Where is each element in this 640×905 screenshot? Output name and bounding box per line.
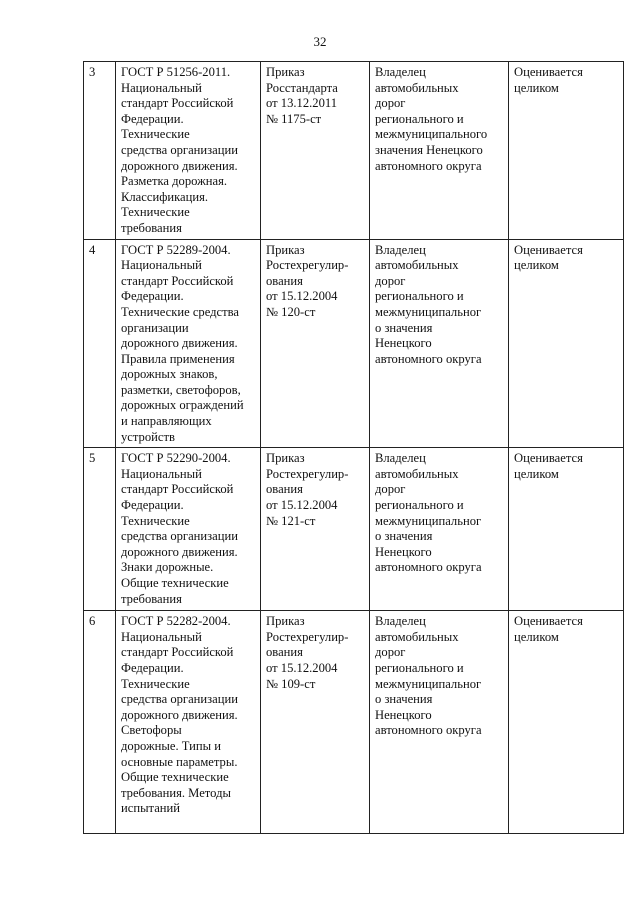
standard-cell: ГОСТ Р 52282-2004. Национальный стандарт Российской Федерации. Технические средства организации дорожного движения. Светофоры дорожные. Типы и основные параметры. Общие технические требования. Методы испытаний xyxy=(116,611,261,834)
owner-cell: Владелец автомобильных дорог регионального и межмуниципальног о значения Ненецкого автономного округа xyxy=(370,448,509,611)
table-row xyxy=(84,62,624,240)
table-row xyxy=(84,611,624,834)
evaluation-cell: Оценивается целиком xyxy=(509,448,624,611)
approval-document-cell: Приказ Ростехрегулир- ования от 15.12.2004 № 121-ст xyxy=(261,448,370,611)
owner-cell: Владелец автомобильных дорог регионального и межмуниципальног о значения Ненецкого автономного округа xyxy=(370,611,509,834)
row-number-cell: 3 xyxy=(84,62,116,240)
row-number-cell: 6 xyxy=(84,611,116,834)
row-number-cell: 4 xyxy=(84,239,116,448)
standard-cell: ГОСТ Р 52290-2004. Национальный стандарт Российской Федерации. Технические средства организации дорожного движения. Знаки дорожные. Общие технические требования xyxy=(116,448,261,611)
standard-cell: ГОСТ Р 51256-2011. Национальный стандарт Российской Федерации. Технические средства организации дорожного движения. Разметка дорожная. Классификация. Технические требования xyxy=(116,62,261,240)
evaluation-cell: Оценивается целиком xyxy=(509,611,624,834)
evaluation-cell: Оценивается целиком xyxy=(509,62,624,240)
row-number-cell: 5 xyxy=(84,448,116,611)
standard-cell: ГОСТ Р 52289-2004. Национальный стандарт Российской Федерации. Технические средства организации дорожного движения. Правила применения дорожных знаков, разметки, светофоров, дорожных ограждений и направляющих устройств xyxy=(116,239,261,448)
approval-document-cell: Приказ Ростехрегулир- ования от 15.12.2004 № 120-ст xyxy=(261,239,370,448)
evaluation-cell: Оценивается целиком xyxy=(509,239,624,448)
table-row xyxy=(84,239,624,448)
page-number: 32 xyxy=(313,34,327,49)
owner-cell: Владелец автомобильных дорог регионального и межмуниципального значения Ненецкого автономного округа xyxy=(370,62,509,240)
table-row xyxy=(84,448,624,611)
standards-table xyxy=(83,61,624,834)
approval-document-cell: Приказ Росстандарта от 13.12.2011 № 1175-ст xyxy=(261,62,370,240)
owner-cell: Владелец автомобильных дорог регионального и межмуниципальног о значения Ненецкого автономного округа xyxy=(370,239,509,448)
approval-document-cell: Приказ Ростехрегулир- ования от 15.12.2004 № 109-ст xyxy=(261,611,370,834)
